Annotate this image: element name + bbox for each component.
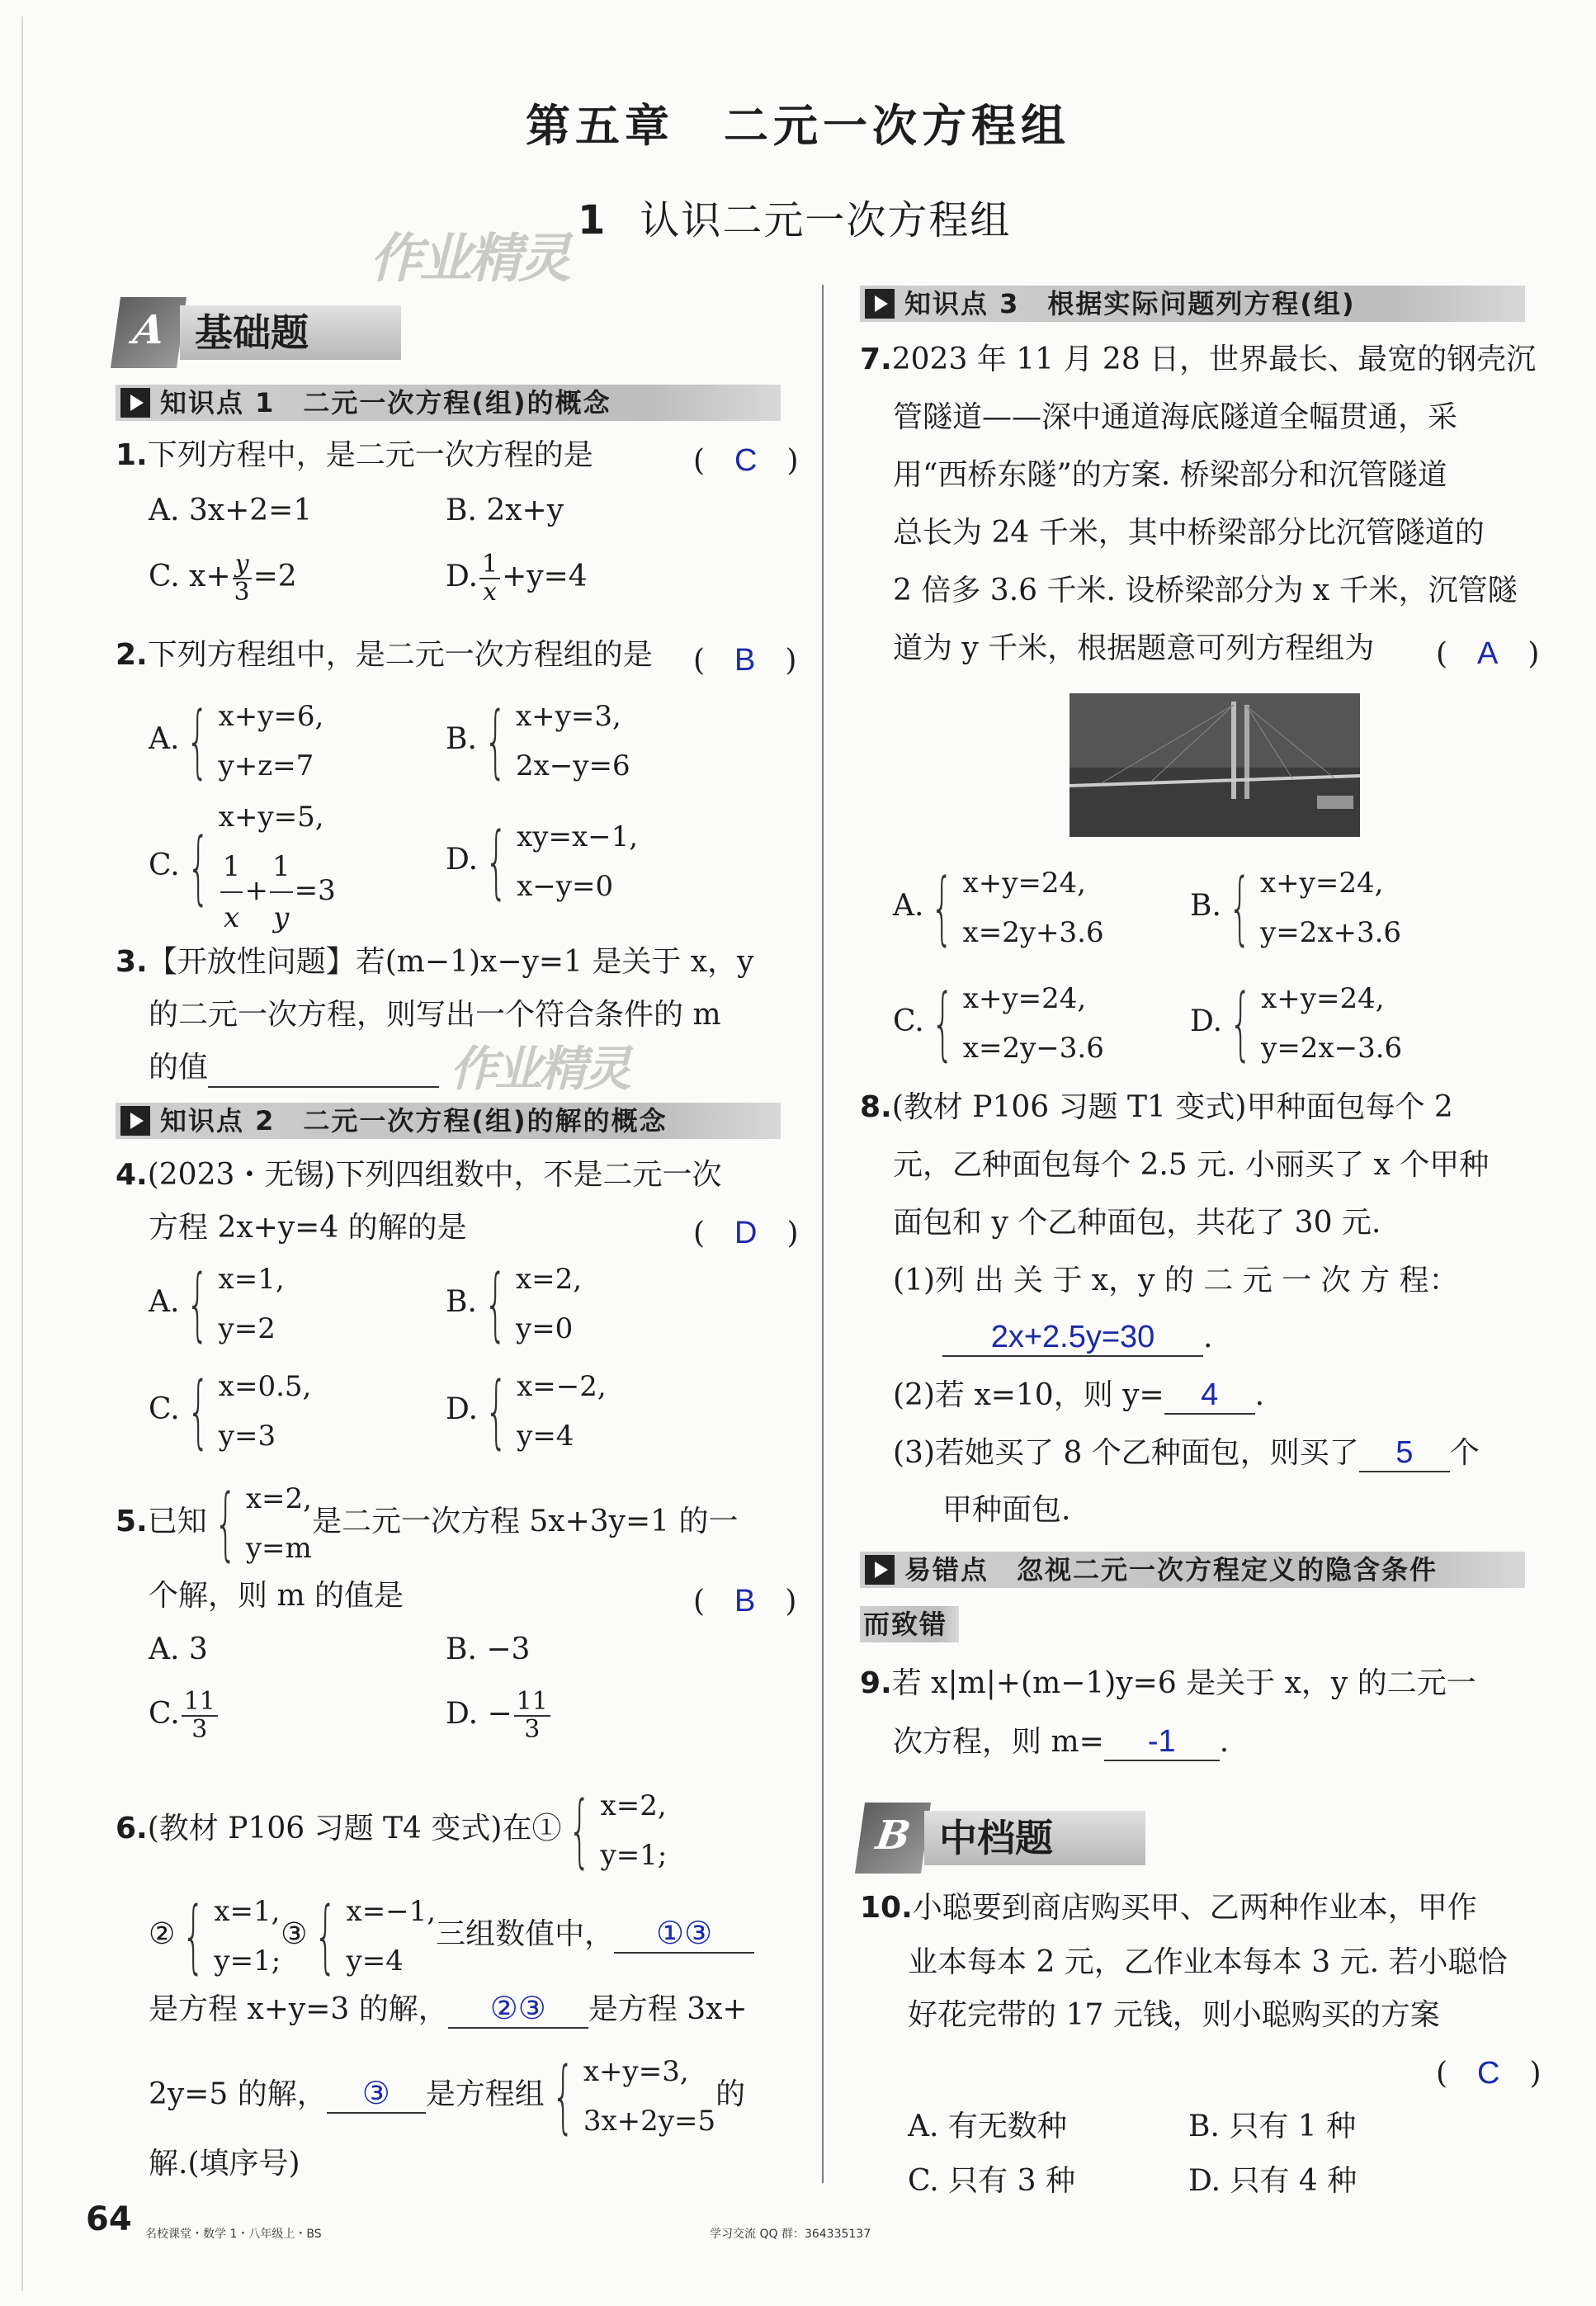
question-3: 3.【开放性问题】若(m−1)x−y=1 是关于 x，y	[116, 945, 754, 979]
q7-option-c: C. { x+y=24, x=2y−3.6	[893, 977, 1104, 1070]
q1-answer-box: ( C )	[693, 443, 799, 478]
q10-option-d: D. 只有 4 种	[1188, 2164, 1358, 2198]
chapter-title: 第五章 二元一次方程组	[526, 100, 1070, 152]
section-number: 1	[578, 197, 607, 243]
q4-option-b: B. { x=2, y=0	[446, 1258, 583, 1350]
q2-option-c: C. { x+y=5, $\frac{1}{x}$ + $\frac{1}{y}$ =3	[149, 801, 336, 934]
q8-answer-2[interactable]: 4	[1164, 1377, 1255, 1415]
watermark-top: 作业精灵	[370, 229, 568, 290]
q1-answer: C	[734, 443, 758, 478]
q2-answer-box: ( B )	[693, 643, 797, 678]
error-point-banner: 易错点 忽视二元一次方程定义的隐含条件	[860, 1552, 1525, 1588]
bridge-illustration	[1070, 693, 1360, 837]
q6-line-5: 解.(填序号)	[149, 2147, 300, 2181]
q4-option-c: C. { x=0.5, y=3	[149, 1365, 312, 1458]
q8-part-3: (3)若她买了 8 个乙种面包，则买了 5 个	[893, 1434, 1480, 1472]
q6-answer-1[interactable]: ①③	[614, 1916, 754, 1954]
play-icon	[120, 1106, 150, 1136]
q8-line-2: 元，乙种面包每个 2.5 元. 小丽买了 x 个甲种	[893, 1148, 1490, 1182]
q7-answer-box: ( A )	[1436, 636, 1540, 671]
tunnel-bridge-photo	[1070, 693, 1360, 837]
q2-option-b: B. { x+y=3, 2x−y=6	[446, 695, 630, 787]
q5-option-c: C. $\frac{11}{3}$	[149, 1689, 220, 1743]
play-icon	[865, 1555, 895, 1585]
q1-option-a: A. 3x+2=1	[149, 494, 313, 527]
q4-line-2: 方程 2x+y=4 的解的是	[149, 1211, 467, 1245]
page-number: 64	[86, 2200, 132, 2238]
q7-option-b: B. { x+y=24, y=2x+3.6	[1190, 862, 1402, 954]
q5-answer: B	[734, 1584, 756, 1618]
knowledge-point-1: 知识点 1 二元一次方程(组)的概念	[116, 385, 781, 421]
knowledge-point-3: 知识点 3 根据实际问题列方程(组)	[860, 286, 1525, 322]
q4-answer: D	[734, 1216, 758, 1250]
q9-line-2: 次方程，则 m= -1 .	[893, 1723, 1229, 1761]
q8-answer-1[interactable]: 2x+2.5y=30	[942, 1319, 1203, 1357]
q6-line-3: 是方程 x+y=3 的解， ②③ 是方程 3x+	[149, 1991, 748, 2029]
q10-answer-box: ( C )	[1436, 2056, 1542, 2091]
level-b-banner	[860, 1803, 1140, 1874]
column-divider	[822, 285, 824, 2183]
question-2: 2.下列方程组中，是二元一次方程组的是	[116, 638, 653, 672]
q7-line-6: 道为 y 千米，根据题意可列方程组为	[893, 631, 1375, 665]
level-b-badge: B	[855, 1803, 931, 1874]
q6-answer-3[interactable]: ③	[327, 2076, 426, 2114]
question-10: 10.小聪要到商店购买甲、乙两种作业本，甲作	[860, 1891, 1477, 1925]
q1-option-d: D. $\frac{1}{x}$ +y=4	[446, 550, 588, 607]
q8-part-2: (2)若 x=10，则 y= 4 .	[893, 1377, 1264, 1415]
question-8: 8.(教材 P106 习题 T1 变式)甲种面包每个 2	[860, 1090, 1453, 1124]
watermark-mid: 作业精灵	[450, 1041, 629, 1097]
q10-option-a: A. 有无数种	[908, 2110, 1067, 2143]
q8-answer-3[interactable]: 5	[1359, 1434, 1450, 1472]
q3-line-2: 的二元一次方程，则写出一个符合条件的 m	[149, 998, 721, 1032]
question-1: 1.下列方程中，是二元一次方程的是	[116, 438, 593, 472]
q3-line-3: 的值	[149, 1050, 439, 1088]
q6-line-4: 2y=5 的解， ③ 是方程组 { x+y=3, 3x+2y=5 的	[149, 2050, 746, 2143]
q9-answer[interactable]: -1	[1104, 1723, 1220, 1761]
q7-line-4: 总长为 24 千米，其中桥梁部分比沉管隧道的	[893, 516, 1485, 550]
q5-option-a: A. 3	[149, 1633, 208, 1666]
error-point-banner-cont: 而致错	[860, 1606, 959, 1642]
q10-option-b: B. 只有 1 种	[1188, 2110, 1357, 2143]
q2-option-a: A. { x+y=6, y+z=7	[149, 695, 324, 787]
q2-answer: B	[734, 643, 756, 678]
q8-part-1-answer-line: 2x+2.5y=30 .	[942, 1319, 1212, 1357]
q2-option-d: D. { xy=x−1, x−y=0	[446, 815, 639, 908]
question-7: 7.2023 年 11 月 28 日，世界最长、最宽的钢壳沉	[860, 343, 1537, 376]
question-9: 9.若 x|m|+(m−1)y=6 是关于 x，y 的二元一	[860, 1666, 1476, 1700]
q7-answer: A	[1477, 636, 1499, 671]
q6-line-2: ② { x=1, y=1; ③ { x=−1, y=4 三组数值中， ①③	[149, 1887, 754, 1986]
q7-option-d: D. { x+y=24, y=2x−3.6	[1190, 977, 1403, 1070]
play-icon	[120, 388, 150, 418]
q5-line-2: 个解，则 m 的值是	[149, 1579, 404, 1613]
play-icon	[865, 289, 895, 319]
q10-line-2: 业本每本 2 元，乙作业本每本 3 元. 若小聪恰	[908, 1945, 1508, 1979]
level-a-banner	[116, 297, 396, 368]
level-a-name: 基础题	[180, 305, 401, 360]
q8-line-3: 面包和 y 个乙种面包，共花了 30 元.	[893, 1206, 1381, 1240]
q7-line-5: 2 倍多 3.6 千米. 设桥梁部分为 x 千米，沉管隧	[893, 574, 1518, 607]
q6-answer-2[interactable]: ②③	[448, 1991, 588, 2029]
section-title	[578, 188, 1011, 245]
q5-option-b: B. −3	[446, 1633, 531, 1666]
q5-answer-box: ( B )	[693, 1584, 797, 1618]
q4-option-a: A. { x=1, y=2	[149, 1258, 285, 1350]
q7-line-2: 管隧道——深中通道海底隧道全幅贯通，采	[893, 400, 1458, 434]
q7-option-a: A. { x+y=24, x=2y+3.6	[893, 862, 1104, 954]
level-a-badge: A	[111, 297, 187, 368]
q8-part-3-line-2: 甲种面包.	[942, 1493, 1071, 1527]
q4-answer-box: ( D )	[693, 1216, 799, 1250]
q5-option-d: D. − $\frac{11}{3}$	[446, 1689, 552, 1743]
question-5: 5.已知 { x=2, y=m 是二元一次方程 5x+3y=1 的一	[116, 1477, 739, 1570]
footer-qq: 学习交流 QQ 群：364335137	[710, 2228, 871, 2241]
q4-option-d: D. { x=−2, y=4	[446, 1365, 607, 1458]
level-b-name: 中档题	[924, 1811, 1145, 1865]
q10-line-3: 好花完带的 17 元钱，则小聪购买的方案	[908, 1998, 1440, 2032]
q10-answer: C	[1477, 2056, 1500, 2091]
question-6: 6.(教材 P106 习题 T4 变式)在① { x=2, y=1;	[116, 1784, 668, 1877]
knowledge-point-2: 知识点 2 二元一次方程(组)的解的概念	[116, 1103, 781, 1139]
section-name: 认识二元一次方程组	[640, 197, 1012, 243]
q8-part-1: (1)列 出 关 于 x，y 的 二 元 一 次 方 程：	[893, 1264, 1459, 1297]
q3-answer-blank[interactable]	[208, 1050, 439, 1088]
q10-option-c: C. 只有 3 种	[908, 2164, 1075, 2198]
footer-book: 名校课堂・数学 1・八年级上・BS	[145, 2228, 322, 2241]
q1-option-c: C. x+ $\frac{y}{3}$ =2	[149, 550, 297, 607]
q7-line-3: 用“西桥东隧”的方案. 桥梁部分和沉管隧道	[893, 458, 1447, 492]
q1-option-b: B. 2x+y	[446, 494, 564, 527]
question-4: 4.(2023・无锡)下列四组数中，不是二元一次	[116, 1158, 722, 1192]
